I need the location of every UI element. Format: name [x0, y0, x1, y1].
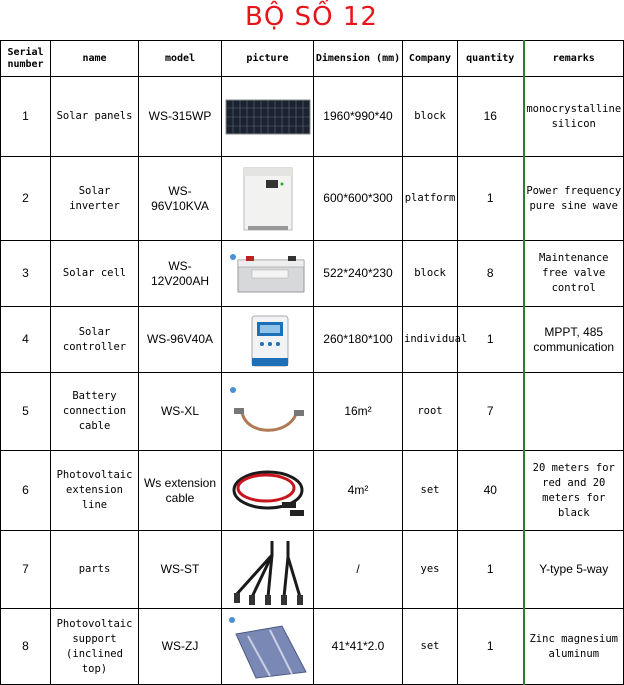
cell-quantity: 40: [458, 451, 524, 531]
cell-model: WS-96V10KVA: [139, 157, 222, 241]
table-row: [1, 609, 624, 685]
cell-remarks: 20 meters for red and 20 meters for black: [524, 451, 624, 531]
cell-picture: [222, 307, 314, 373]
cell-name: Photovoltaic support (inclined top): [51, 609, 139, 685]
cell-quantity: 1: [458, 609, 524, 685]
cell-remarks: Power frequency pure sine wave: [524, 157, 624, 241]
cell-picture: [222, 531, 314, 609]
cell-serial: 1: [1, 77, 51, 157]
cell-dimension: 1960*990*40: [314, 77, 403, 157]
cell-serial: 8: [1, 609, 51, 685]
cell-remarks: [524, 373, 624, 451]
cell-picture: [222, 373, 314, 451]
cell-name: Solar cell: [51, 241, 139, 307]
inverter-icon: [238, 162, 298, 236]
cable-icon: [228, 384, 308, 440]
cell-model: WS-315WP: [139, 77, 222, 157]
cell-remarks: Y-type 5-way: [524, 531, 624, 609]
cell-picture: [222, 241, 314, 307]
cell-serial: 7: [1, 531, 51, 609]
cell-name: Battery connection cable: [51, 373, 139, 451]
extension-cable-icon: [226, 460, 310, 522]
cell-serial: 6: [1, 451, 51, 531]
table-row: [1, 241, 624, 307]
cell-dimension: 522*240*230: [314, 241, 403, 307]
cell-dimension: 260*180*100: [314, 307, 403, 373]
cell-model: WS-ZJ: [139, 609, 222, 685]
table-row: [1, 373, 624, 451]
battery-icon: [228, 252, 308, 296]
solar-panel-icon: [225, 99, 311, 135]
table-row: [1, 77, 624, 157]
cell-serial: 5: [1, 373, 51, 451]
cell-picture: [222, 609, 314, 685]
cell-name: Solar controller: [51, 307, 139, 373]
header-dimension: Dimension (mm): [314, 41, 403, 77]
cell-quantity: 7: [458, 373, 524, 451]
cell-model: WS-XL: [139, 373, 222, 451]
cell-serial: 2: [1, 157, 51, 241]
cell-quantity: 16: [458, 77, 524, 157]
cell-model: Ws extension cable: [139, 451, 222, 531]
cell-remarks: MPPT, 485 communication: [524, 307, 624, 373]
table-row: [1, 451, 624, 531]
header-remarks: remarks: [524, 41, 624, 77]
header-company: Company: [403, 41, 458, 77]
cell-company: root: [403, 373, 458, 451]
cell-dimension: /: [314, 531, 403, 609]
cell-dimension: 600*600*300: [314, 157, 403, 241]
cell-dimension: 4m²: [314, 451, 403, 531]
header-picture: picture: [222, 41, 314, 77]
cell-quantity: 1: [458, 531, 524, 609]
cell-quantity: 8: [458, 241, 524, 307]
cell-company: yes: [403, 531, 458, 609]
table-row: [1, 157, 624, 241]
controller-icon: [238, 310, 298, 370]
table-row: [1, 531, 624, 609]
cell-remarks: monocrystalline silicon: [524, 77, 624, 157]
cell-name: Solar inverter: [51, 157, 139, 241]
header-row: [1, 41, 624, 77]
equipment-table: [0, 40, 624, 685]
cell-dimension: 41*41*2.0: [314, 609, 403, 685]
cell-company: block: [403, 241, 458, 307]
cell-name: Solar panels: [51, 77, 139, 157]
y-connector-icon: [226, 535, 310, 605]
header-serial: Serial number: [1, 41, 51, 77]
cell-company: individual: [403, 307, 458, 373]
cell-name: Photovoltaic extension line: [51, 451, 139, 531]
cell-company: platform: [403, 157, 458, 241]
cell-picture: [222, 451, 314, 531]
cell-dimension: 16m²: [314, 373, 403, 451]
cell-model: WS-ST: [139, 531, 222, 609]
header-quantity: quantity: [458, 41, 524, 77]
header-name: name: [51, 41, 139, 77]
table-row: [1, 307, 624, 373]
cell-remarks: Maintenance free valve control: [524, 241, 624, 307]
cell-serial: 3: [1, 241, 51, 307]
support-bracket-icon: [226, 614, 310, 680]
header-model: model: [139, 41, 222, 77]
cell-model: WS-96V40A: [139, 307, 222, 373]
cell-remarks: Zinc magnesium aluminum: [524, 609, 624, 685]
cell-picture: [222, 77, 314, 157]
cell-quantity: 1: [458, 307, 524, 373]
cell-quantity: 1: [458, 157, 524, 241]
cell-name: parts: [51, 531, 139, 609]
cell-company: set: [403, 451, 458, 531]
cell-company: set: [403, 609, 458, 685]
cell-model: WS-12V200AH: [139, 241, 222, 307]
cell-company: block: [403, 77, 458, 157]
page-title: BỘ SỐ 12: [245, 2, 378, 32]
cell-picture: [222, 157, 314, 241]
cell-serial: 4: [1, 307, 51, 373]
